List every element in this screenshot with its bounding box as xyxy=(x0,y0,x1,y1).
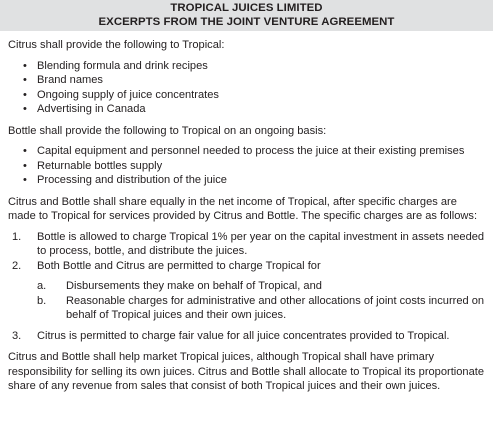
document-title: TROPICAL JUICES LIMITED xyxy=(170,2,323,14)
item-number: 1. xyxy=(12,230,22,243)
charges-list xyxy=(8,230,485,344)
closing-paragraph: Citrus and Bottle shall help market Tropical juices, although Tropical shall have primary responsibility for selling its own juices. Citrus and Bottle shall allocate to Tropical its proportionate share of any revenue from sales that consist of both Tropical juices and their own juices. xyxy=(8,351,485,392)
bullet-icon: • xyxy=(23,174,27,186)
citrus-list xyxy=(8,59,485,117)
sub-list-item: a. Disbursements they make on behalf of Tropical, and xyxy=(37,280,322,292)
item-letter: b. xyxy=(37,294,47,307)
charge-item-1: 1. Bottle is allowed to charge Tropical 1% per year on the capital investment in assets needed to process, bottle, and distribute the juices. xyxy=(12,230,485,257)
charge-item-3: 3. Citrus is permitted to charge fair value for all juice concentrates provided to Tropical. xyxy=(12,329,450,342)
list-item: • Advertising in Canada xyxy=(23,103,146,115)
list-item: • Processing and distribution of the juice xyxy=(23,174,227,186)
bottle-intro: Bottle shall provide the following to Tropical on an ongoing basis: xyxy=(8,124,327,137)
item-letter: a. xyxy=(37,280,47,292)
bullet-icon: • xyxy=(23,103,27,115)
charge-sub-list xyxy=(37,279,485,323)
citrus-intro: Citrus shall provide the following to Tropical: xyxy=(8,39,225,51)
bullet-icon: • xyxy=(23,145,27,157)
income-share-paragraph: Citrus and Bottle shall share equally in the net income of Tropical, after specific charges are made to Tropical for services provided by Citrus and Bottle. The specific charges are as follows: xyxy=(8,195,478,222)
list-item: • Brand names xyxy=(23,74,103,86)
list-item: • Returnable bottles supply xyxy=(23,159,163,172)
charge-item-2: 2. Both Bottle and Citrus are permitted to charge Tropical for a. Disbursements they make on behalf of Tropical, and b. Reasonable charges for administrative and other allocations of joint costs incurred on behalf of Tropical juices and their own juices. xyxy=(12,259,485,321)
sub-list-item: b. Reasonable charges for administrative and other allocations of joint costs incurred on behalf of Tropical juices and their own juices. xyxy=(37,294,485,321)
list-item: • Blending formula and drink recipes xyxy=(23,59,208,72)
document-body xyxy=(0,31,493,394)
bullet-icon: • xyxy=(23,159,27,172)
bottle-list xyxy=(8,144,485,188)
document-header xyxy=(0,0,493,31)
list-item: • Ongoing supply of juice concentrates xyxy=(23,88,219,101)
bullet-icon: • xyxy=(23,88,27,101)
list-item: • Capital equipment and personnel needed to process the juice at their existing premises xyxy=(23,145,465,157)
item-number: 2. xyxy=(12,259,22,272)
bullet-icon: • xyxy=(23,59,27,72)
bullet-icon: • xyxy=(23,74,27,86)
document-subtitle: EXCERPTS FROM THE JOINT VENTURE AGREEMENT xyxy=(98,16,395,28)
item-number: 3. xyxy=(12,329,22,342)
